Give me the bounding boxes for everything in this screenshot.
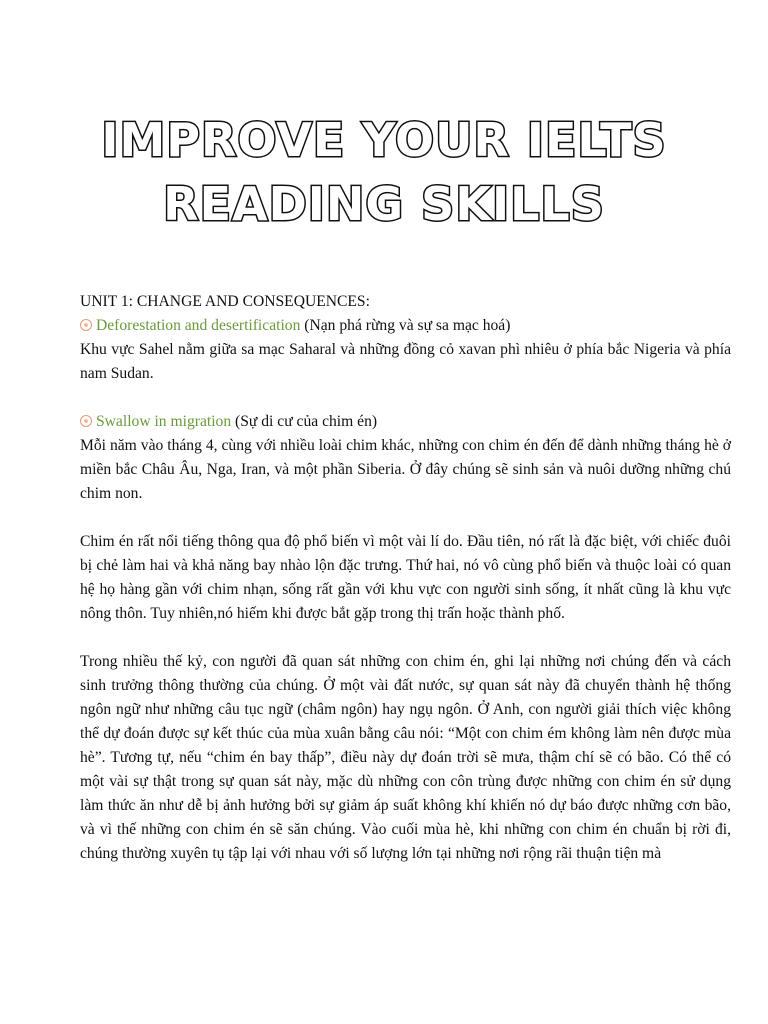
paragraph: Khu vực Sahel nằm giữa sa mạc Saharal và những đồng cỏ xavan phì nhiêu ở phía bắc Nigeria và phía nam Sudan. (80, 341, 731, 382)
page-title (0, 108, 768, 236)
topic-label: Deforestation and desertification (96, 317, 301, 334)
title-line-1: IMPROVE YOUR IELTS (101, 113, 667, 167)
document-body (80, 290, 731, 866)
topic-translation: (Sự di cư của chim én) (231, 413, 378, 430)
section-heading-deforestation (80, 314, 731, 338)
section-heading-swallow (80, 410, 731, 434)
paragraph: Trong nhiều thế kỷ, con người đã quan sát những con chim én, ghi lại những nơi chúng đến và cách sinh trưởng thông thường của chúng. Ở một vài đất nước, sự quan sát này đã chuyển thành hệ thống ngôn ngữ như những câu tục ngữ (châm ngôn) hay ngụ ngôn. Ở Anh, con người giải thích việc không thể dự đoán được sự kết thúc của mùa xuân bằng câu nói: “Một con chim ém không làm nên được mùa hè”. Tương tự, nếu “chim én bay thấp”, điều này dự đoán trời sẽ mưa, thậm chí sẽ có bão. Có thể có một vài sự thật trong sự quan sát này, mặc dù những con côn trùng được những con chim én sử dụng làm thức ăn như dễ bị ảnh hưởng bởi sự giảm áp suất không khí khiến nó dự báo được những cơn bão, và vì thế những con chim én sẽ săn chúng. Vào cuối mùa hè, khi những con chim én chuẩn bị rời đi, chúng thường xuyên tụ tập lại với nhau với số lượng lớn tại những nơi rộng rãi thuận tiện mà (80, 653, 731, 862)
spacer (80, 506, 731, 530)
paragraph: Chim én rất nổi tiếng thông qua độ phổ biến vì một vài lí do. Đầu tiên, nó rất là đặc biệt, với chiếc đuôi bị chẻ làm hai và khả năng bay nhào lộn đặc trưng. Thứ hai, nó vô cùng phổ biến và thuộc loài có quan hệ họ hàng gần với chim nhạn, sống rất gần với khu vực con người sinh sống, ít nhất cũng là khu vực nông thôn. Tuy nhiên,nó hiếm khi được bắt gặp trong thị trấn hoặc thành phố. (80, 533, 731, 622)
sun-bullet-icon (80, 415, 92, 427)
spacer (80, 386, 731, 410)
topic-label: Swallow in migration (96, 413, 232, 430)
paragraph: Mỗi năm vào tháng 4, cùng với nhiều loài chim khác, những con chim én đến để dành những tháng hè ở miền bắc Châu Âu, Nga, Iran, và một phần Siberia. Ở đây chúng sẽ sinh sản và nuôi dưỡng những chú chim non. (80, 437, 731, 502)
unit-heading: UNIT 1: CHANGE AND CONSEQUENCES: (80, 293, 370, 310)
sun-bullet-icon (80, 319, 92, 331)
spacer (80, 626, 731, 650)
topic-translation: (Nạn phá rừng và sự sa mạc hoá) (300, 317, 511, 334)
title-line-2: READING SKILLS (163, 177, 605, 231)
